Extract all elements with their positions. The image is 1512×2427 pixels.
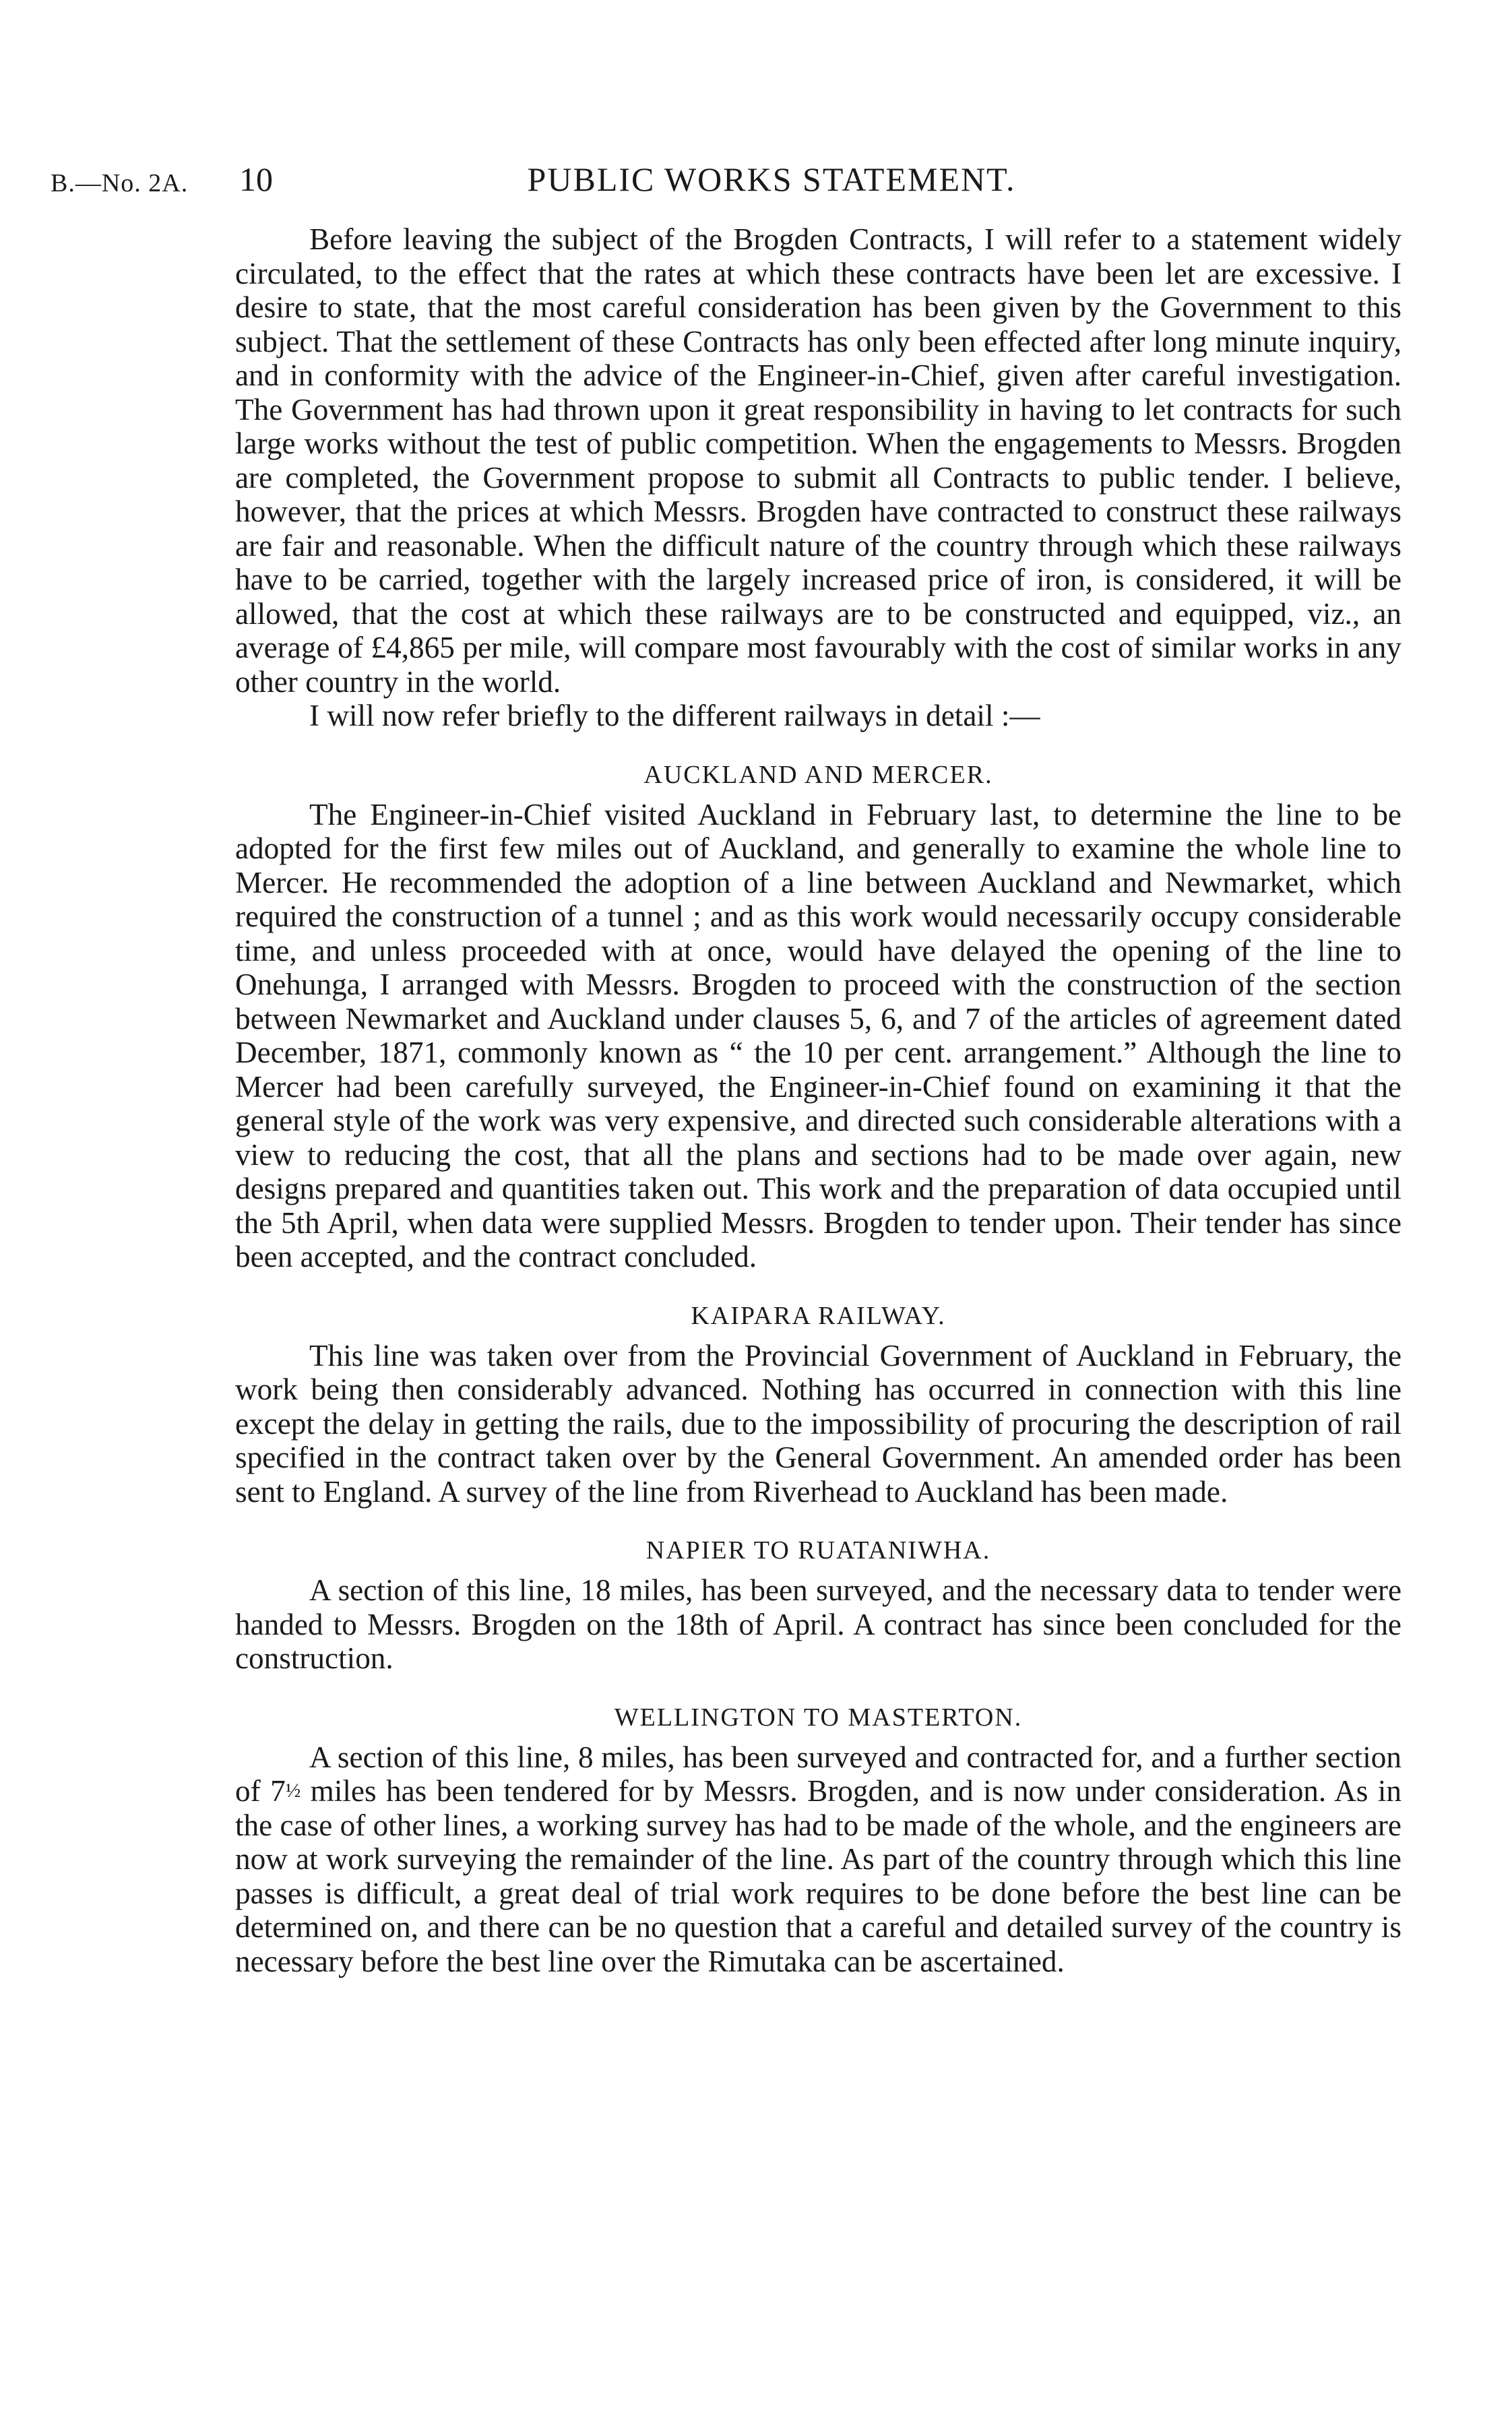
- wellington-text-start: A section of this line, 8 miles, has been surveyed and contracted for, and a further section of 7: [235, 1740, 1401, 1808]
- section-heading-kaipara: KAIPARA RAILWAY.: [691, 1301, 946, 1330]
- running-title: PUBLIC WORKS STATEMENT.: [527, 160, 1016, 198]
- fraction-half: ½: [285, 1779, 301, 1802]
- intro-paragraph: Before leaving the subject of the Brogden Contracts, I will refer to a statement widely circulated, to the effect that the rates at which these contracts have been let are excessive. I desire to state, that the most careful consideration has been given by the Government to this subject. That the settlement of these Contracts has only been effected after long minute inquiry, and in conformity with the advice of the Engineer-in-Chief, given after careful investigation. The Government has had thrown upon it great responsibility in having to let contracts for such large works without the test of public competition. When the engagements to Messrs. Brogden are completed, the Government propose to submit all Contracts to public tender. I believe, however, that the prices at which Messrs. Brogden have contracted to construct these railways are fair and reasonable. When the difficult nature of the country through which these railways have to be carried, together with the largely increased price of iron, is considered, it will be allowed, that the cost at which these railways are to be constructed and equipped, viz., an average of £4,865 per mile, will compare most favourably with the cost of similar works in any other country in the world.: [235, 222, 1401, 699]
- kaipara-paragraph: This line was taken over from the Provincial Government of Auckland in February, the work being then considerably advanced. Nothing has occurred in connection with this line except the delay in getting the rails, due to the impossibility of procuring the description of rail specified in the contract taken over by the General Government. An amended order has been sent to England. A survey of the line from Riverhead to Auckland has been made.: [235, 1338, 1401, 1509]
- wellington-paragraph: [235, 1740, 1401, 1979]
- intro-transition-paragraph: I will now refer briefly to the different railways in detail :—: [309, 699, 1040, 732]
- document-reference: B.—No. 2A.: [51, 169, 189, 197]
- page-header: [51, 156, 1405, 203]
- section-heading-napier: NAPIER TO RUATANIWHA.: [645, 1536, 991, 1565]
- section-heading-auckland: AUCKLAND AND MERCER.: [643, 760, 993, 789]
- wellington-text-end: miles has been tendered for by Messrs. Brogden, and is now under consideration. As in the case of other lines, a working survey has had to be made of the whole, and the engineers are now at work surveying the remainder of the line. As part of the country through which this line passes is difficult, a great deal of trial work requires to be done before the best line can be determined on, and there can be no question that a careful and detailed survey of the country is necessary before the best line over the Rimutaka can be ascertained.: [235, 1774, 1401, 1978]
- section-heading-wellington: WELLINGTON TO MASTERTON.: [614, 1703, 1023, 1732]
- document-body: [235, 222, 1401, 1978]
- page-number: 10: [239, 160, 273, 198]
- napier-paragraph: A section of this line, 18 miles, has been surveyed, and the necessary data to tender were handed to Messrs. Brogden on the 18th of April. A contract has since been concluded for the construction.: [235, 1573, 1401, 1675]
- auckland-paragraph: The Engineer-in-Chief visited Auckland in February last, to determine the line to be adopted for the first few miles out of Auckland, and generally to examine the whole line to Mercer. He recommended the adoption of a line between Auckland and Newmarket, which required the construction of a tunnel ; and as this work would necessarily occupy considerable time, and unless proceeded with at once, would have delayed the opening of the line to Onehunga, I arranged with Messrs. Brogden to proceed with the construction of the section between Newmarket and Auckland under clauses 5, 6, and 7 of the articles of agreement dated December, 1871, commonly known as “ the 10 per cent. arrangement.” Although the line to Mercer had been carefully surveyed, the Engineer-in-Chief found on examining it that the general style of the work was very expensive, and directed such considerable alterations with a view to reducing the cost, that all the plans and sections had to be made over again, new designs prepared and quantities taken out. This work and the preparation of data occupied until the 5th April, when data were supplied Messrs. Brogden to tender upon. Their tender has since been accepted, and the contract concluded.: [235, 797, 1401, 1273]
